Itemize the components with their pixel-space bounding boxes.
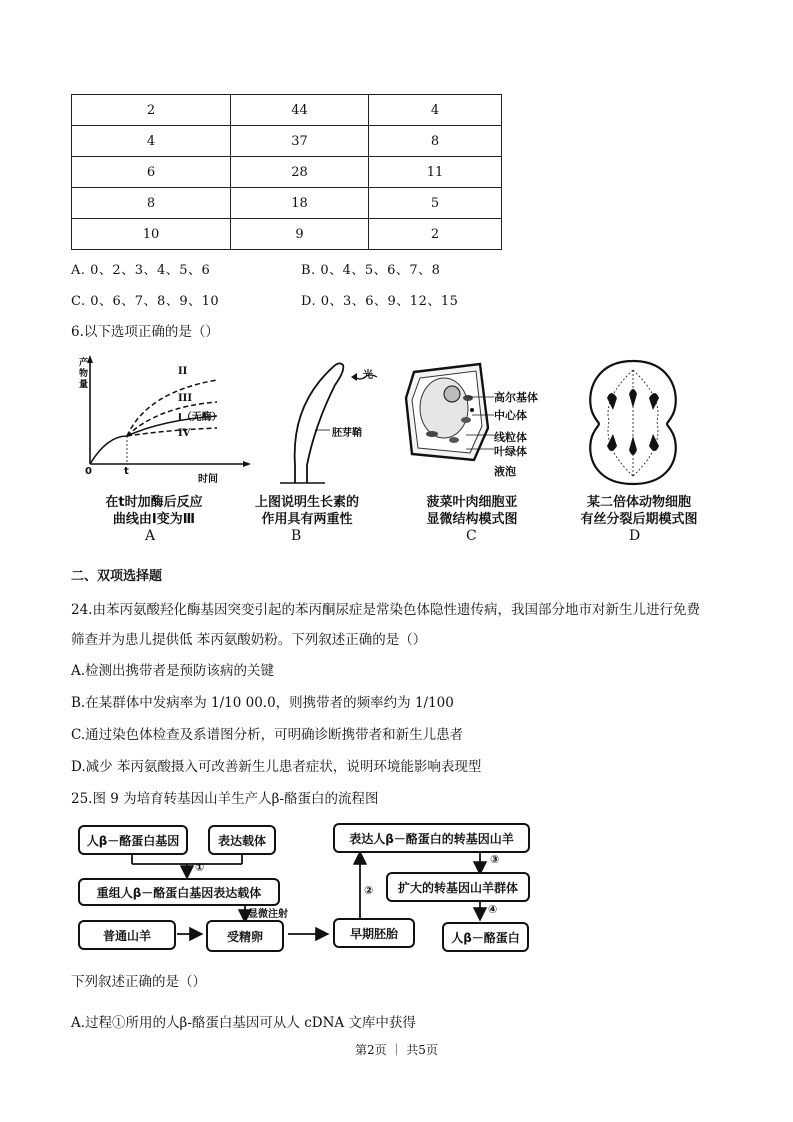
flow-step-3: ③ xyxy=(490,853,500,866)
section-heading: 二、双项选择题 xyxy=(71,569,163,584)
table-cell: 4 xyxy=(369,95,502,126)
q5-option-d: D. 0、3、6、9、12、15 xyxy=(301,294,459,309)
table-cell: 8 xyxy=(369,126,502,157)
flow-expanded-box: 扩大的转基因山羊群体 xyxy=(386,872,530,902)
figure-c-label-centrosome: 中心体 xyxy=(494,409,527,422)
flow-vector-box: 表达载体 xyxy=(208,825,276,855)
flow-step-2: ② xyxy=(364,884,374,897)
figure-a-curve-2: II xyxy=(178,366,188,377)
figure-c-letter: C xyxy=(466,528,477,544)
figure-a-ylabel: 产物量 xyxy=(79,358,89,390)
flow-step-4: ④ xyxy=(488,903,498,916)
figure-c-labels xyxy=(494,391,538,479)
figure-c-caption xyxy=(402,494,542,528)
figure-a-caption-line1: 在t时加酶后反应 xyxy=(105,495,203,510)
figure-a-curve-3: III xyxy=(178,393,193,404)
flow-transgenic-goat-box: 表达人β－酪蛋白的转基因山羊 xyxy=(333,823,530,853)
table-row xyxy=(72,219,502,250)
figure-a-t: t xyxy=(124,466,129,477)
table-cell: 8 xyxy=(72,188,231,219)
table-cell: 5 xyxy=(369,188,502,219)
table-row xyxy=(72,157,502,188)
table-cell: 2 xyxy=(369,219,502,250)
figure-b-caption xyxy=(244,494,370,528)
figure-c-label-vacuole: 液泡 xyxy=(494,465,516,478)
figure-a-caption xyxy=(84,494,224,528)
table-cell: 11 xyxy=(369,157,502,188)
table-cell: 6 xyxy=(72,157,231,188)
table-cell: 37 xyxy=(231,126,369,157)
figure-d-caption-line2: 有丝分裂后期模式图 xyxy=(580,512,698,527)
table-row xyxy=(72,126,502,157)
q24-option-a: A.检测出携带者是预防该病的关键 xyxy=(71,663,275,679)
figure-b-label: 胚芽鞘 xyxy=(332,428,362,439)
table-cell: 10 xyxy=(72,219,231,250)
flow-fertilized-egg-box: 受精卵 xyxy=(206,920,284,952)
figure-d-animal-cell xyxy=(583,358,683,488)
figure-c-caption-line2: 显微结构模式图 xyxy=(426,512,518,527)
table-cell: 2 xyxy=(72,95,231,126)
page-footer: 第2页 ｜ 共5页 xyxy=(355,1043,438,1057)
figure-c-label-golgi: 高尔基体 xyxy=(494,391,538,404)
flow-normal-goat-box: 普通山羊 xyxy=(78,920,176,950)
flow-recombinant-box: 重组人β－酪蛋白基因表达载体 xyxy=(78,878,280,906)
figure-b-letter: B xyxy=(291,528,302,544)
figure-b-caption-line2: 作用具有两重性 xyxy=(261,512,353,527)
q24-option-c: C.通过染色体检查及系谱图分析，可明确诊断携带者和新生儿患者 xyxy=(71,727,464,743)
figure-b-caption-line1: 上图说明生长素的 xyxy=(254,495,359,510)
q24-option-b: B.在某群体中发病率为 1/10 00.0，则携带者的频率约为 1/100 xyxy=(71,695,454,711)
figure-c-label-chloroplast: 叶绿体 xyxy=(494,445,527,458)
figure-a-xlabel: 时间 xyxy=(198,474,218,485)
figure-c-caption-line1: 菠菜叶肉细胞亚 xyxy=(426,495,518,510)
q6-stem: 6.以下选项正确的是（） xyxy=(71,324,219,340)
figure-b-light: 光 xyxy=(363,370,373,381)
q25-stem: 25.图 9 为培育转基因山羊生产人β-酪蛋白的流程图 xyxy=(71,791,379,807)
figure-c-label-mitochondria: 线粒体 xyxy=(494,431,527,444)
table-cell: 28 xyxy=(231,157,369,188)
figure-a-origin: 0 xyxy=(85,466,92,477)
table-row xyxy=(72,95,502,126)
figure-a-caption-line2: 曲线由Ⅰ变为Ⅲ xyxy=(112,512,196,527)
q25-question: 下列叙述正确的是（） xyxy=(71,974,206,990)
table-cell: 9 xyxy=(231,219,369,250)
table-cell: 18 xyxy=(231,188,369,219)
data-table xyxy=(71,94,502,250)
flow-early-embryo-box: 早期胚胎 xyxy=(333,918,415,948)
figure-a-letter: A xyxy=(145,528,156,544)
q24-stem-line1: 24.由苯丙氨酸羟化酶基因突变引起的苯丙酮尿症是常染色体隐性遗传病，我国部分地市对新生儿进行免费 xyxy=(71,602,700,618)
q5-option-a: A. 0、2、3、4、5、6 xyxy=(71,263,211,278)
figure-a-reaction-curve xyxy=(72,352,252,487)
flow-gene-box: 人β－酪蛋白基因 xyxy=(78,825,188,855)
figure-a-curve-1: I（无酶） xyxy=(178,412,222,423)
figure-a-curve-4: IV xyxy=(178,428,191,439)
figure-d-caption-line1: 某二倍体动物细胞 xyxy=(586,495,691,510)
figure-d-caption xyxy=(569,494,709,528)
table-cell: 44 xyxy=(231,95,369,126)
q25-option-a: A.过程①所用的人β-酪蛋白基因可从人 cDNA 文库中获得 xyxy=(71,1015,416,1031)
table-row xyxy=(72,188,502,219)
flow-step-1: ① xyxy=(195,861,205,874)
table-cell: 4 xyxy=(72,126,231,157)
flow-microinject-label: 显微注射 xyxy=(248,909,288,920)
flow-product-box: 人β－酪蛋白 xyxy=(442,922,529,952)
q24-option-d: D.减少 苯丙氨酸摄入可改善新生儿患者症状，说明环境能影响表现型 xyxy=(71,759,482,775)
figure-c-leader-lines xyxy=(462,393,494,463)
q5-option-c: C. 0、6、7、8、9、10 xyxy=(71,294,220,309)
q5-option-b: B. 0、4、5、6、7、8 xyxy=(301,263,441,278)
figure-d-letter: D xyxy=(629,528,641,544)
q24-stem-line2: 筛查并为患儿提供低 苯丙氨酸奶粉。下列叙述正确的是（） xyxy=(71,632,427,648)
